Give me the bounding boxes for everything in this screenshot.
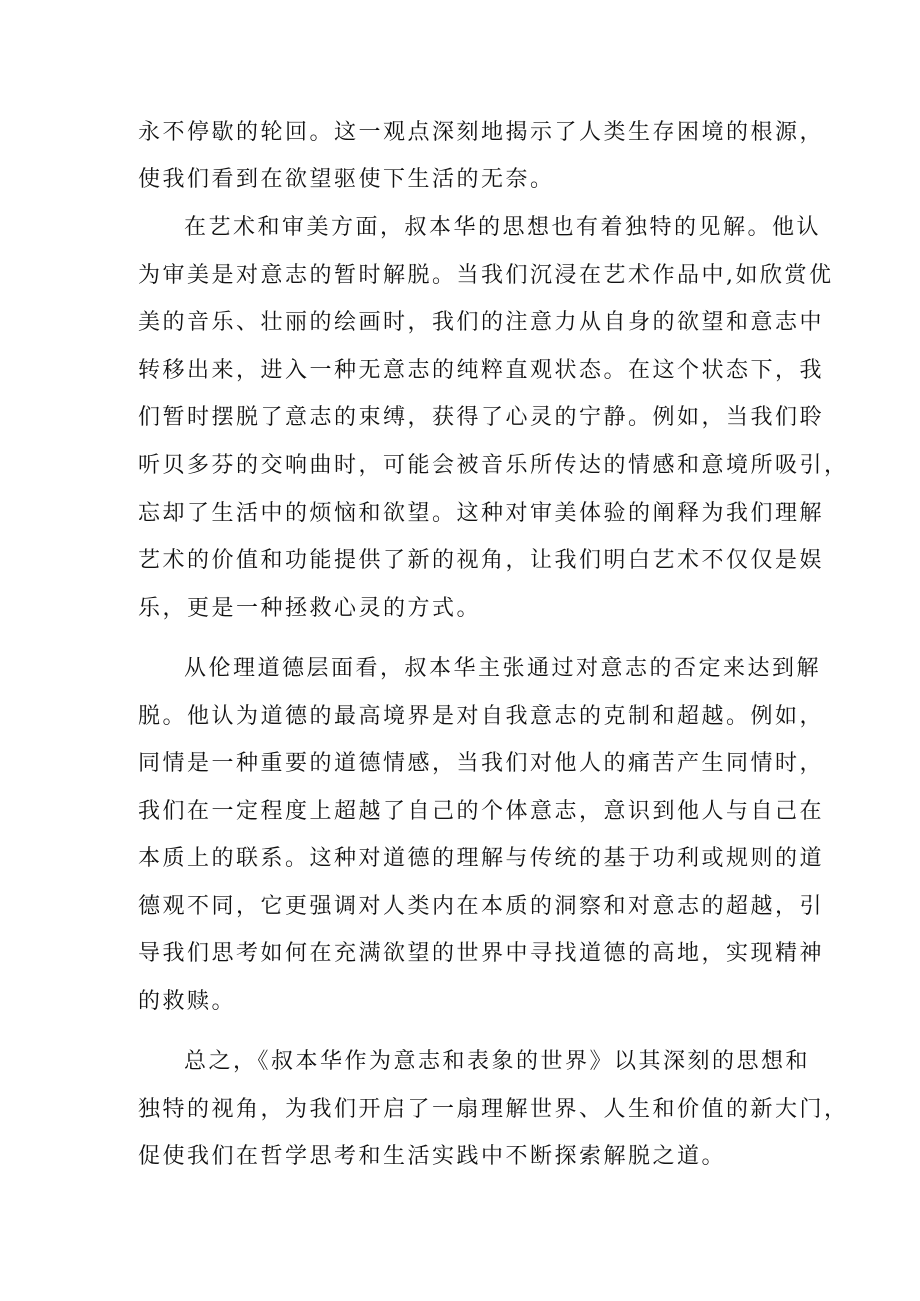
text-line: 们暂时摆脱了意志的束缚，获得了心灵的宁静。例如，当我们聆 [138, 405, 825, 430]
text-line: 本质上的联系。这种对道德的理解与传统的基于功利或规则的道 [138, 846, 825, 871]
text-line: 德观不同，它更强调对人类内在本质的洞察和对意志的超越，引 [138, 894, 825, 919]
text-line: 永不停歇的轮回。这一观点深刻地揭示了人类生存困境的根源， [138, 120, 825, 145]
text-line: 从伦理道德层面看，叔本华主张通过对意志的否定来达到解 [184, 656, 822, 681]
text-line: 同情是一种重要的道德情感，当我们对他人的痛苦产生同情时， [138, 751, 825, 776]
text-line: 艺术的价值和功能提供了新的视角，让我们明白艺术不仅仅是娱 [138, 548, 825, 573]
text-line: 为审美是对意志的暂时解脱。当我们沉浸在艺术作品中,如欣赏优 [138, 263, 834, 288]
text-line: 我们在一定程度上超越了自己的个体意志，意识到他人与自己在 [138, 799, 825, 824]
text-line: 听贝多芬的交响曲时，可能会被音乐所传达的情感和意境所吸引， [138, 453, 849, 478]
text-line: 总之，《叔本华作为意志和表象的世界》以其深刻的思想和 [184, 1049, 811, 1074]
text-line: 在艺术和审美方面，叔本华的思想也有着独特的见解。他认 [184, 215, 822, 240]
text-line: 使我们看到在欲望驱使下生活的无奈。 [138, 167, 555, 192]
text-line: 促使我们在哲学思考和生活实践中不断探索解脱之道。 [138, 1144, 727, 1169]
text-line: 忘却了生活中的烦恼和欲望。这种对审美体验的阐释为我们理解 [138, 501, 825, 526]
text-line: 乐，更是一种拯救心灵的方式。 [138, 596, 482, 621]
text-line: 脱。他认为道德的最高境界是对自我意志的克制和超越。例如， [138, 704, 825, 729]
text-line: 转移出来，进入一种无意志的纯粹直观状态。在这个状态下，我 [138, 358, 825, 383]
text-line: 导我们思考如何在充满欲望的世界中寻找道德的高地，实现精神 [138, 941, 825, 966]
text-line: 的救赎。 [138, 989, 237, 1014]
text-line: 独特的视角，为我们开启了一扇理解世界、人生和价值的新大门， [138, 1097, 849, 1122]
text-line: 美的音乐、壮丽的绘画时，我们的注意力从自身的欲望和意志中 [138, 310, 825, 335]
